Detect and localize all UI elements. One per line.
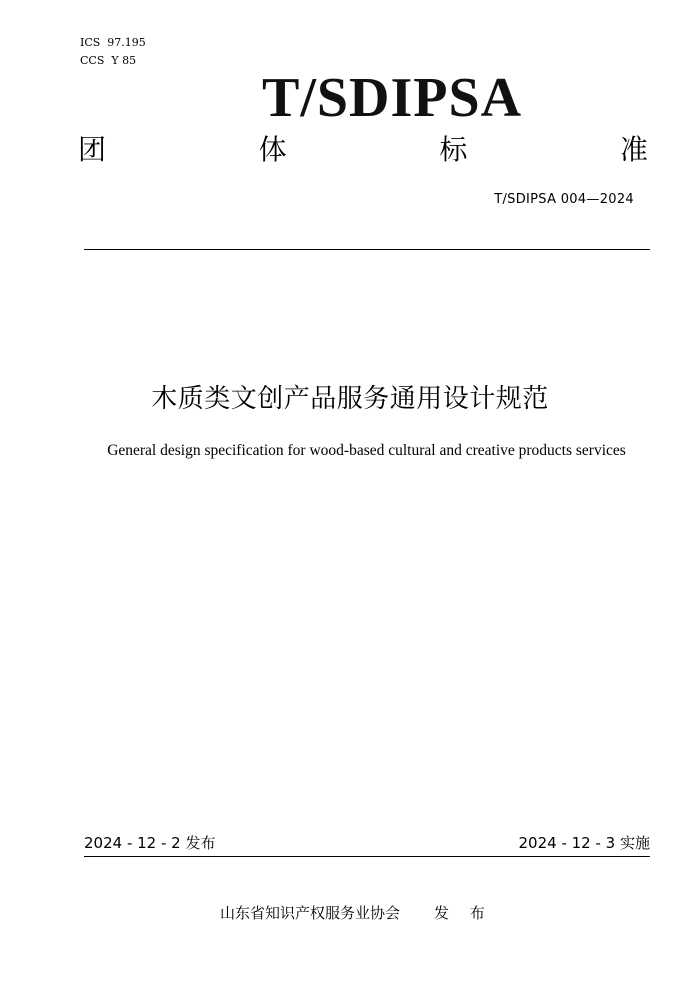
standard-type-char: 团 — [78, 133, 107, 166]
standard-type-char: 准 — [619, 133, 648, 166]
ics-code: ICS 97.195 — [80, 36, 146, 49]
standard-number: T/SDIPSA 004—2024 — [494, 192, 634, 207]
publisher-line — [220, 906, 493, 921]
standard-type-char: 标 — [439, 133, 468, 166]
publisher-name: 山东省知识产权服务业协会 — [220, 904, 401, 922]
standard-brand-code: T/SDIPSA — [262, 67, 523, 129]
standard-type-char: 体 — [258, 133, 287, 166]
header-divider — [84, 249, 650, 250]
document-title-english: General design specification for wood-based cultural and creative products services — [107, 442, 626, 459]
implementation-date: 2024 - 12 - 3 实施 — [518, 834, 650, 852]
ccs-code: CCS Y 85 — [80, 54, 137, 67]
footer-divider — [84, 856, 650, 857]
document-title-chinese: 木质类文创产品服务通用设计规范 — [151, 384, 549, 414]
publisher-action: 发 布 — [434, 904, 493, 922]
standard-type-heading — [78, 133, 648, 166]
classification-codes — [80, 34, 146, 70]
publish-date: 2024 - 12 - 2 发布 — [84, 834, 216, 852]
